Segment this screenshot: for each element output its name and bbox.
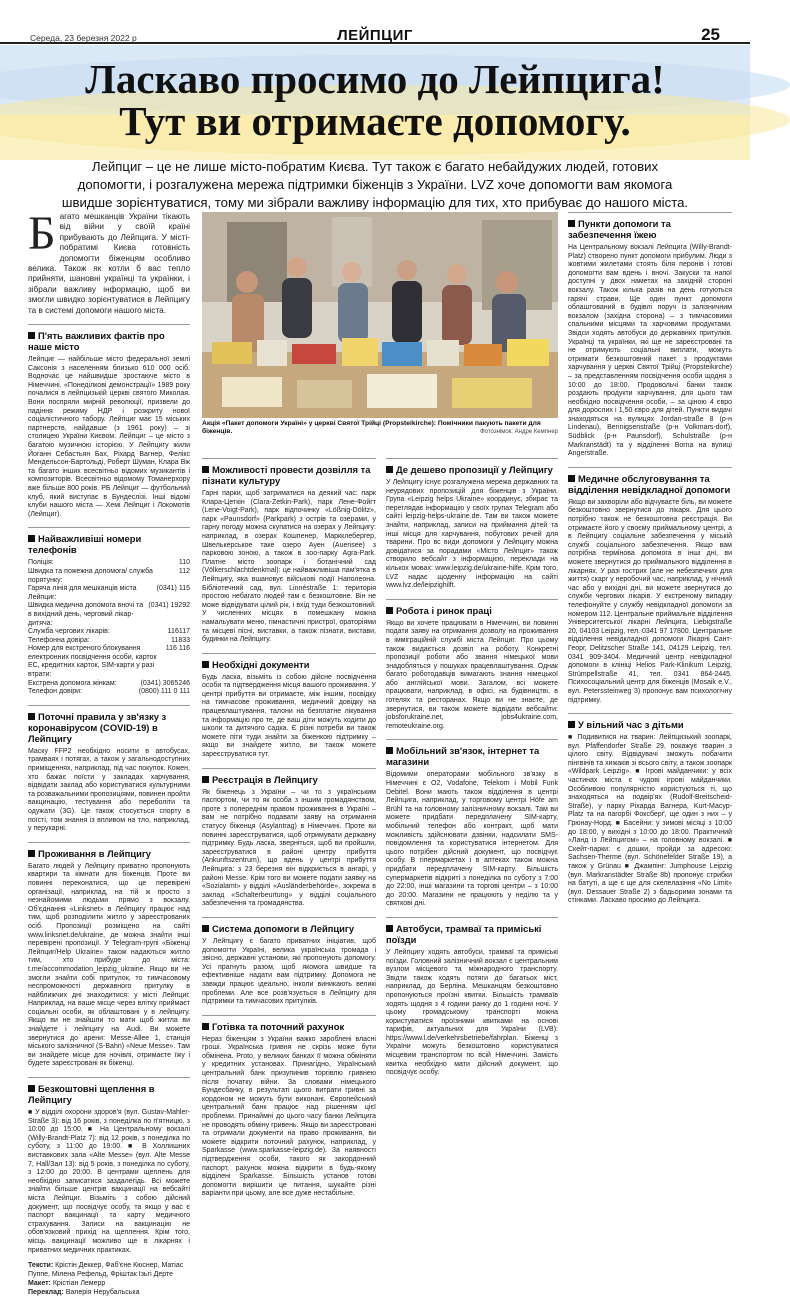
section-title: ЛЕЙПЦИГ xyxy=(337,27,413,44)
phone-row: Телефонна довіра: 11833 xyxy=(28,636,190,644)
section-heading-documents: Необхідні документи xyxy=(202,653,376,670)
phone-row: Швидка та пожежна допомога/ служба порятунку: 112 xyxy=(28,567,190,584)
section-heading-phones: Найважливіші номери телефонів xyxy=(28,527,190,555)
square-bullet-icon xyxy=(28,713,35,720)
work-text: Якщо ви хочете працювати в Німеччині, ви повинні подати заяву на отримання дозволу на проживання в імміграційній службі міста Лейпциг. Про цьому також видається дозвіл на роботу. Конкретні пропозиції роботи або звання німецької мови знадобляться у пошуках працевлаштування. Однак багато роботодавців вимагають знання німецької або англійської мови. Загалом, всі можете працювати, наприклад, в офісі, на будівництві, в готелях та ресторанах. Якщо ви не знаєте, де звернутися, ви також можете відвідати вебсайти: jobsforukraine.net, jobs4ukraine.com, remoteukraine.org. xyxy=(386,619,558,730)
free-time-text: ■ Подивитися на тварин: Лейпцизький зоопарк, вул. Pfaffendorfer Straße 29, покажує тварин з цілого світу. Відвідувачі зможуть побачити пінгвінів та хижаків зі всього світу, а також зоопарк «Wildpark Leipzig». ■ Ігрові майданчики: у всіх частинах міста є чудові ігрові майданчики. Особливою популярністю користуються ті, що знаходяться на подвір'ях (Rudolf-Breitscheid-Straße), у парку Ріхарда Вагнера, Kurt-Масур-Platz та на пагорбі Фоксберґ, ще один з них – у Грюнау-Норд. ■ Басейни: у зимові місяці з 10:00 до 18:00, у вихідні з 10:00 до 18:00. Практичний «Ланд із Лейпцигом» – на головному вокзалі. ■ Скейт-парки: є дошки, пройди за адресою: Sachsen-Therme (вул. Schönefelder Straße 19), а також у Grünau ■ Джампінг: Jumphouse Leipzig (вул. Markranstädter Straße 8b) пропонує стрибки на батуті, а ще є ще для скелелазіння «No Limit» (вул. Dessauer Straße 2) з бадьорими зонами та стінками. Ласкаво просимо до Лейпцига. xyxy=(568,734,732,905)
column-2 xyxy=(202,450,376,1198)
phone-row: Номер для екстреного блокування електронних посвідчення особи, карток EC, кредитних карток, SIM-карти у разі втрати: 116 116 xyxy=(28,645,190,679)
photo-credit: Фотознімок: Андре Кемпнер xyxy=(480,429,558,435)
photo-volunteers-packing xyxy=(202,212,558,418)
vaccination-text: ■ У відділі охорони здоров'я (вул. Gustav-Mahler-Straße 3): від 16 років, з понеділка по п'ятницю, з 10:00 до 15:00. ■ На Центральному вокзалі (Willy-Brandt-Platz 7): від 12 років, з понеділка по суботу, з 11:00 до 19:00. ■ В Холлишних виставкових зала «Alte Messe» (вул. Alte Messe 7, Hall/Зал 13): від 5 років, з понеділка по суботу, з 12:00 до 20:00. В центрами щеплень для необхідно записатися заздалегідь. Всі можете знайти більше центрів вакцинації на вебсайті міста Лейпциг. Візьміть з собою дійсний документ, що посвідчує особу, та якщо у вас є паспорт вакцинації та карту медичного страхування. Записи на вакцинацію не обов'язковий прихід на щеплення. Крім того, місць вакцинації можливо ще в лікарнях і приватних медичних практиках. xyxy=(28,1109,190,1254)
section-heading-aid: Пункти допомоги та забезпечення їжею xyxy=(568,212,732,240)
column-3 xyxy=(386,450,558,1077)
section-heading-housing: Проживання в Лейпцигу xyxy=(28,842,190,859)
section-heading-covid: Поточні правила у зв'язку з коронавірусом (COVID-19) в Лейпцигу xyxy=(28,705,190,744)
phone-row: Поліція: 110 xyxy=(28,559,190,567)
section-heading-support: Система допомоги в Лейпцигу xyxy=(202,917,376,934)
square-bullet-icon xyxy=(28,535,35,542)
facts-text: Лейпциг — найбільше місто федеральної землі Саксонія з населенням близько 610 000 осіб. Водночас це найшвидше зростаюче місто в Німеччині. «Понеділкові демонстрації» 1989 року почалися в лейпцизькій церкві святого Миколая. Вони поспряли мирній революції, призвели до падіння режиму НДР і розкриту нової соціалістичного табору. Лейпциг має 15 міських партнерств, найдавше (з 1961 року) – зі столицею України Києвом. Лейпциг – це місто з багатою музичною історією. У Лейпцигу жили Йоганн Себастьян Бах, Ріхард Вагнер, Фелікс Мендельсон-Бартольді, Роберт Шуман, Клара Вік та багато інших всесвітньо відомих музикантів і композиторів. Всесвітньо відомому Томанерхору вже більше 800 років. РБ Лейпциг — футбольний клуб, який виступає в Бундеслізі. Інші відомі клуби нашого міста — Хемі Лейпциг і Локомотів (Лейпциг). xyxy=(28,356,190,518)
section-heading-food: Де дешево пропозиції у Лейпцигу xyxy=(386,458,558,475)
square-bullet-icon xyxy=(386,747,393,754)
headline xyxy=(0,58,750,142)
intro-text: агато мешканців України тікають від війни у своїй країні прибувають до Лейпцига. У місті-побратимі Києва готовність допомогти біженцям особливо велика. Також як котли б вас тепло прийняти, шановні українці та українки, і зібрали важливу інформацію, щоб ви змогли швидко зорієнтуватися в Лейпцигу та в системі допомоги нашого міста. xyxy=(28,212,190,315)
section-heading-cash: Готівка та поточний рахунок xyxy=(202,1015,376,1032)
caption-text: Акція «Пакет допомоги Україні» у церкві Святої Трійці (Propsteikirche): Помічники пакують пакети для біженців. xyxy=(202,420,541,435)
documents-text: Будь ласка, візьміть із собою дійсне посвідчення особи та підтвердження місця вашого проживання. У центрі прибуття ви отримаєте, між іншим, посвідку на тимчасове проживання, медичний довідку на працевлаштування, талони на безплатне лікування та інформацію про те, де ваш діти можуть ходити до школи та дитячого садка. Є різні потреби ви також можете піти туди знайти за біженкою підтримку – якщо ви знайдете житло, ви також можете зареєструватися тут. xyxy=(202,673,376,759)
section-heading-transport: Автобуси, трамваї та приміські поїзди xyxy=(386,917,558,945)
cash-text: Нераз біженцям з України важко зароблені власні гроші. Українська гривня не скрізь може бути обмінена. Proto, у великих банках її можна обміняти у кредитних установах. Принагідно, Український центральний банк призупинив торгівлю гривнею після початку війни. За словами німецького Бундесбанку, в результаті цього витрати гривні за кордоном не можуть бути виконані. Європейський центральний банк працює над рішенням цієї проблеми. Принаймні до цього часу банки Лейпцига не проводять обміну гривень. Якщо ви зареєстровані та отримали документи на право проживання, ви можете відкрити поточний рахунок, наприклад, у Sparkasse (www.sparkasse-leipzig.de). За наявності підтвердження особи, такого як закордонний паспорт, рахунок можна відкрити в будь-якому відділені Sparkasse. Більшість установ готові допомогти вирішити це питання, шукайте різні варіанти при цьому, але все дуже нестабільне. xyxy=(202,1035,376,1198)
square-bullet-icon xyxy=(202,776,209,783)
phone-row: Телефон довіри: (0800) 111 0 111 xyxy=(28,688,190,696)
section-heading-free-time: У вільний час з дітьми xyxy=(568,713,732,730)
square-bullet-icon xyxy=(202,661,209,668)
housing-text: Багато людей у Лейпцигу приватно пропонують квартири та кімнати для біженців. Проте ви повинні переконатися, що це перевірені організації, наприклад, на тій ж просто з незнайомими людьми прямо з вокзалу. Об'єднання «Linksnet» в Лейпцигу працює над тим, щоб розподілити житло у зареєстрованих осіб. Пропозиції розміщено на сайті www.linksnet.de/ukraine, де можна знайти інші перевірені пропозиції. У Telegram-групі «Біженці Лейпциг/Help Ukraine» також надаються житло тим, хто прибуде до міста: t.me/accommodation_leipzig_ukraine. Якщо ви не змогли знайти собі притулок, то тимчасовому неспроможності державного притулку в найближчих дні знаходитися: у місті Лейпциг. Наприклад, на ваше місце через влітку приймаєт соціальні особи, як облаштовані у в лейпцигу. Якщо ви не знайшли то мати щоб житла ви знайдете і лейпцигу на Audi. Ви можете звернутися до арени: Messe-Allee 1, станція міського залізничної (S-Bahn) «Neue Messe». Там ви знайдете місце для ночівлі, отримаєте їжу і будете зареєстровані як біженці. xyxy=(28,862,190,1068)
square-bullet-icon xyxy=(568,721,575,728)
section-heading-work: Робота і ринок праці xyxy=(386,599,558,616)
covid-text: Маску FFP2 необхідно носити в автобусах, трамваях і потягах, а також у загальнодоступних приміщеннях, наприклад, під час покупок. Кожен, хто бажає поїсти у закладах харчування, відвідати заклад або користуватися культурними та розважальними пропозиціями, повинен пройти вакцинацію, тестування або переболіти та одужати (3G). Це також стосується спорту в поїсті, том знання із впливом на тло, наприклад, у перукарні. xyxy=(28,747,190,833)
square-bullet-icon xyxy=(568,220,575,227)
lead-paragraph: Лейпциг – це не лише місто-побратим Києва. Тут також є багато небайдужих людей, готових допомогти, і розгалужена мережа підтримки біженців з України. LVZ хоче допомогти вам якомога швидше зорієнтуватися, тому ми зібрали важливу інформацію для тих, хто прибуває до нашого міста. xyxy=(61,159,689,210)
square-bullet-icon xyxy=(202,466,209,473)
phone-row: Швидка медична допомога вночі та в вихідний день, черговий лікар-дитяча: (0341) 19292 xyxy=(28,602,190,627)
leisure-text: Гарні парки, щоб затриматися на деякий час: парк Клара-Цеткін (Clara-Zetkin-Park), парк Лене-Фойгт (Lene-Voigt-Park), парк відпочинку «Lößnig-Dölitz», парк «Paunsdorf» (Parkpark) з острів та озерами, у гарну погоду можна скупатися на озерах у Лейпцигу: наприклад, в озерах Кошпенер, Маркклебергер, Швелькерськое таке озеро Ауен (Auensee) з парковою зоною, а також в зоо-парку Agra-Park. Платне місто зоопарк і ботанічний сад (Völkerschlachtdenkmal): це найважливіша пам'ятка в Лейпцигу, яка вшановує військові події Наполеона. Бібліотечний сад, вул. Linnéstraße 1: територія простою небагато людей там є безкоштовне. Він не може відвідувати цілий рік, і вхід туди безкоштовний. У численних місцях в помешкану можна намальувати меню, гімнастичні пристрої, ораторіями та місцеві пісні, виставки, а також пізнати, вистави, будинки на Лейпцигу. xyxy=(202,490,376,644)
section-heading-facts: П'ять важливих фактів про наше місто xyxy=(28,324,190,352)
headline-line-1: Ласкаво просимо до Лейпцига! xyxy=(85,56,665,102)
mobile-text: Відомими операторами мобільного зв'язку в Німеччині є O2, Vodafone, Telekom і Mobil Funk Debitel. Вони мають також відділення в центрі Лейпцига, наприклад, у торговому центрі Höfe am Brühl та на головному залізничному вокзалі. Там ви можете придбати передплачену SIM-карту, мобільний телефон або контракт, щоб мати можливість здійснювати дзвінки, надсилати SMS-повідомлення та користуватися інтернетом. Для цього потрібен дійсний документ, що посвідчує особу. В гіпермаркетах і в аптеках також можна придбати передплачену SIM-карту. Більшість супермаркетів відкриті з понеділка по суботу з 7:00 до 22:00, інші магазини та торгові центри – з 10:00 до 20:00. Магазини не працюють у неділю та у святкові дні. xyxy=(386,771,558,908)
square-bullet-icon xyxy=(202,1023,209,1030)
column-1 xyxy=(28,207,190,1297)
square-bullet-icon xyxy=(28,1085,35,1092)
phone-row: Екстрена допомога жінкам: (0341) 3065246 xyxy=(28,679,190,687)
square-bullet-icon xyxy=(568,475,575,482)
intro-paragraph xyxy=(28,207,190,316)
square-bullet-icon xyxy=(386,466,393,473)
section-heading-leisure: Можливості провести дозвілля та пізнати культуру xyxy=(202,458,376,486)
transport-text: У Лейпцигу ходять автобуси, трамваї та приміські поїзди. Головний залізничний вокзал є центральним вузлом місцевого та міжнародного транспорту. Звідти також ходять потяги до багатьох міст, наприклад, до Берліна. Мешканцям безкоштовно пропонуються проїзні квитки. Більшість трамваїв ходять щодня з 4 години ранку до 1 години ночі. У цьому громадському транспорті можна користуватися проїзними квитками на основі тарифів, актуальних для України (LVB): https://www.l.de/verkehrsbetriebe/fahrplan. Біженці з України можуть безкоштовно користуватися місцевим транспортом по всій Німеччині. Замість квитка необхідно мати дійсний документ, що посвідчує особу. xyxy=(386,948,558,1077)
page-number: 25 xyxy=(701,25,720,44)
food-text: У Лейпцигу існує розгалужена мережа державних та неурядових пропозицій для біженців з України. Група «Leipzig helps Ukraine» координує, збирає та переглядає інформацію у своїх групах Telegram або сайті leipzig-helps-ukraine.de. Там ви також можете знайти, наприклад, записи на приймання дітей та інші місця для харчування, побутових речей для тварини. Про вс види допомоги у Лейпцигу можна довідатися за порадами «Місто Лейпциг» також створило вебсайт з інформацією, переклади на кількох мовах: www.leipzig.de/ukraine-hilfe. Крім того, LVZ надає щоденну інформацію на сайті www.lvz.de/leipzighilft. xyxy=(386,479,558,590)
drop-cap: Б xyxy=(28,207,56,260)
phone-row: Служба чергових лікарів: 116117 xyxy=(28,628,190,636)
square-bullet-icon xyxy=(386,925,393,932)
registration-text: Як біженець з України – чи то з українським паспортом, чи то як особа з іншим громадянством, проте з попереднім правом проживання в Україні – вам не потрібно подавати заяву на отримання статусу біженця (Asylantrag) в Німеччині. Проте ви повинні зареєструватися, щоб отримувати державну підтримку. Будь ласка, зверніться, щоб ви пройшли, зареєструватися в районі центру прибуття (Ankunftszentrum), що вдень у центрі прибуття Лейпцига: з 23 березня він відкриється в ангарі, у районі Messe. Крім того ви можете подати заявку на «Sozialamt» у відділі «Ausländerbehörde», зокрема в заклад «Schalterbeurtung» у відділі соціального забезпечення та громадянства. xyxy=(202,788,376,908)
photo-caption xyxy=(202,420,558,436)
medical-text: Якщо ви захворіли або відчуваєте біль, ви можете безкоштовно звернутися до лікаря. Для цього потрібно також не безкоштовна реєстрація. Ви отримаєте його у своєму приймальному центрі, а в Лейпцигу соціальне забезпечення у міській службі соціального забезпечення. Якщо вам потрібна термінова допомога в інші дні, ви можете звернутися до приймального відділення в лікарнях. У разі гострих (але не небезпечних для життя) скарг у неробочий час, наприклад, у нічний час або у вихідні дні, ви можете звернутися до служби чергових лікарів. У екстреному випадку телефонуйте у службу невідкладної допомоги за номером 112. Центральне приймальне відділення Університетської лікарні Лейпцига, Liebigstraße 20, 04103 Leipzig, тел. 0341 97 17800. Центральне відділення невідкладної допомоги Лікарні Сант-Георг, Delitzscher Straße 141, 04129 Leipzig, тел. 0341 909-3404. Медичний центр невідкладної допомоги в клініці Helios Park-Klinikum Leipzig, Strümpellstraße 41, тел. 0341 864-2445. Психосоціальний центр для біженців (Mosaik e.V., вул. Peterssteinweg 3) пропонує вам психологічну підтримку. xyxy=(568,498,732,704)
phone-list xyxy=(28,559,190,697)
page-header xyxy=(0,0,750,44)
section-heading-medical: Медичне обслуговування та відділення невідкладної допомоги xyxy=(568,467,732,495)
aid-text: На Центральному вокзалі Лейпцига (Willy-Brandt-Platz) створено пункт допомоги прибулим. Люди з жовтими жилетами стоять біля перонів і готові допомогти вам вдень і вночі. Закуски та напої доступні у двох наметах на західній стороні вокзалу. Також кілька разів на день готуються гарячі страви. Ще один пункт допомоги облаштований в будівлі поруч із залізничним вокзалом (західна сторона) – з тимчасовими спальними місцями та харчовими продуктами. Звідси ходять автобуси до державних притулків. Українці та українки, які ще не зареєстровані та не отримують соціальні виплати, можуть отримати безкоштовний пакет з продуктами харчування у церкві Святої Трійці (Propsteikirche) – за представленням посвідчення особи щодня з 10:00 до 18:00. Продовольчі банки також роздають продукти харчування, для цього там необхідно посвідчення особи, – за ціною 4 євро для дорослих і 1,50 євро для дітей. Пункти видачі знаходяться на вулицях Jordan-straße 8 (р-н Lindenau), Bennigsenstraße (р-н Volkmars-dorf), Südblick (р-н Paunsdorf), Schulstraße (р-н Markranstädt) та у відділенні Borna на вулиці Angerstraße. xyxy=(568,244,732,458)
article-credits: Тексти: Крістін Деккер, Фаб'єне Кюснер, Матіас Пуппе, Мілена Рефельд, Фріштак Ізьгі Дерте Макет: Крістіан Лемерр Переклад: Валерія Нерубальська xyxy=(28,1262,184,1297)
phone-row: Гаряча лінія для мешканців міста Лейпциг: (0341) 115 xyxy=(28,585,190,601)
square-bullet-icon xyxy=(386,607,393,614)
section-heading-mobile: Мобільний зв'язок, інтернет та магазини xyxy=(386,739,558,767)
issue-date: Середа, 23 березня 2022 р xyxy=(30,33,137,43)
square-bullet-icon xyxy=(28,850,35,857)
square-bullet-icon xyxy=(202,925,209,932)
section-heading-vaccination: Безкоштовні щеплення в Лейпцигу xyxy=(28,1077,190,1105)
square-bullet-icon xyxy=(28,332,35,339)
support-text: У Лейпцигу є багато приватних ініціатив, щоб допомогти Україні, велика українська громада і звісно, державні установи, які пропонують допомогу. Усі прагнуть разом, щоб якомога швидше та ефективніше надати вам підтримку. Допомога не завжди працює ідеально, інколи виникають великі проблеми. Але все розв'язується в Лейпцигу для підтримки та тимчасових притулків. xyxy=(202,937,376,1006)
column-4 xyxy=(568,212,732,1044)
section-heading-registration: Реєстрація в Лейпцигу xyxy=(202,768,376,785)
headline-line-2: Тут ви отримаєте допомогу. xyxy=(119,98,631,144)
